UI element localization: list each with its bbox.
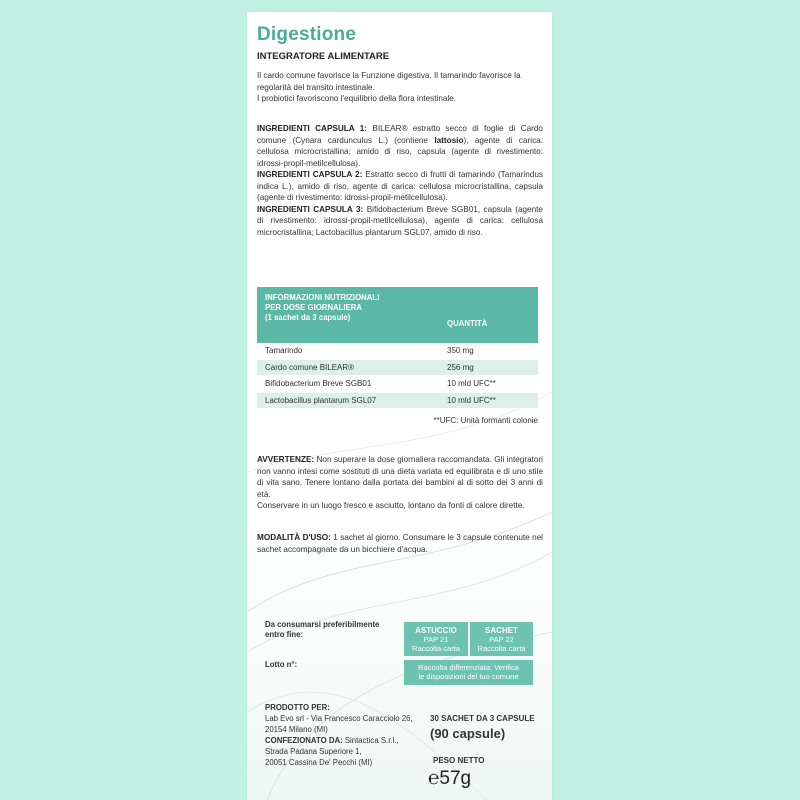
producer-line-1: Lab Evo srl - Via Francesco Caracciolo 26, bbox=[265, 714, 413, 723]
row-name: Lactobacillus plantarum SGL07 bbox=[265, 395, 377, 405]
row-quantity: 10 mld UFC** bbox=[447, 379, 496, 388]
product-subtitle: INTEGRATORE ALIMENTARE bbox=[257, 51, 390, 62]
usage-text: 1 sachet al giorno. Consumare le 3 capsule contenute nel sachet accompagnate da un bicchiere d'acqua. bbox=[257, 533, 543, 554]
recycling-sachet-badge bbox=[470, 622, 533, 656]
warnings-block bbox=[257, 454, 543, 512]
row-quantity: 256 mg bbox=[447, 362, 474, 372]
nutrition-header-quantity: QUANTITÀ bbox=[447, 319, 488, 328]
net-weight-label: PESO NETTO bbox=[433, 756, 485, 765]
package-capsules: (90 capsule) bbox=[430, 726, 506, 741]
package-count: 30 SACHET DA 3 CAPSULE bbox=[430, 714, 535, 723]
capsule-1-label: INGREDIENTI CAPSULA 1: bbox=[257, 124, 368, 133]
ufc-footnote: **UFC: Unità formanti colonie bbox=[433, 416, 538, 425]
packager-line-1: Sintactica S.r.l., bbox=[342, 736, 399, 745]
expiry-line-1: Da consumarsi preferibilmente bbox=[265, 620, 380, 629]
producer-block bbox=[265, 702, 413, 768]
row-name: Tamarindo bbox=[265, 346, 303, 355]
ingredients-block bbox=[257, 123, 543, 238]
astuccio-note: Raccolta carta bbox=[412, 644, 460, 653]
astuccio-title: ASTUCCIO bbox=[415, 626, 457, 635]
capsule-1-text-b: ), agente di carica: cellulosa microcristallina; amido di riso, capsula (agente di rivestimento: idrossi-propil-metilcellulosa). bbox=[257, 135, 543, 168]
nutrition-header-line-1: INFORMAZIONI NUTRIZIONALI bbox=[265, 293, 380, 302]
astuccio-code: PAP 21 bbox=[423, 635, 449, 644]
intro-text bbox=[257, 70, 543, 105]
expiry-label bbox=[265, 620, 379, 640]
lot-label: Lotto n°: bbox=[265, 660, 298, 669]
nutrition-header-line-2: PER DOSE GIORNALIERA bbox=[265, 303, 363, 312]
nutrition-table-header bbox=[257, 287, 538, 343]
row-quantity: 350 mg bbox=[447, 346, 474, 355]
warnings-text: Non superare la dose giornaliera raccomandata. Gli integratori non vanno intesi come sostituti di una dieta variata ed equilibrata e di uno stile di vita sano. Tenere lontano dalla portata dei bambini al di sotto dei 3 anni di età. bbox=[257, 455, 543, 499]
packager-line-3: 20051 Cassina De' Pecchi (MI) bbox=[265, 758, 373, 767]
packager-label: CONFEZIONATO DA: bbox=[265, 736, 343, 745]
row-quantity: 10 mld UFC** bbox=[447, 395, 496, 405]
producer-label: PRODOTTO PER: bbox=[265, 703, 330, 712]
product-title: Digestione bbox=[257, 24, 357, 45]
table-row bbox=[257, 343, 538, 360]
table-row bbox=[257, 360, 538, 377]
sachet-code: PAP 22 bbox=[489, 635, 514, 644]
capsule-1-text-a: BILEAR® estratto secco di foglie di Cardo comune (Cynara cardunculus L.) (contiene bbox=[257, 124, 543, 145]
storage-text: Conservare in un luogo fresco e asciutto, lontano da fonti di calore dirette. bbox=[257, 501, 525, 510]
recycling-info-line-1: Raccolta differenziata. Verifica bbox=[418, 663, 519, 672]
capsule-2-label: INGREDIENTI CAPSULA 2: bbox=[257, 170, 363, 179]
usage-label: MODALITÀ D'USO: bbox=[257, 533, 331, 542]
nutrition-header-label bbox=[265, 293, 379, 323]
table-row bbox=[257, 393, 538, 410]
table-row bbox=[257, 376, 538, 393]
warnings-label: AVVERTENZE: bbox=[257, 455, 315, 464]
usage-block bbox=[257, 532, 543, 555]
sachet-note: Raccolta carta bbox=[477, 644, 526, 653]
net-weight-value: ℮57g bbox=[428, 768, 472, 789]
recycling-info-line-2: le disposizioni del tuo comune bbox=[418, 672, 519, 681]
nutrition-header-line-3: (1 sachet da 3 capsule) bbox=[265, 313, 351, 322]
recycling-astuccio-badge bbox=[404, 622, 468, 656]
intro-line-1: Il cardo comune favorisce la Funzione digestiva. Il tamarindo favorisce la regolarità del transito intestinale. bbox=[257, 71, 521, 92]
row-name: Bifidobacterium Breve SGB01 bbox=[265, 379, 372, 388]
row-name: Cardo comune BILEAR® bbox=[265, 362, 355, 372]
intro-line-2: I probiotici favoriscono l'equilibrio della flora intestinale. bbox=[257, 94, 457, 103]
capsule-3-label: INGREDIENTI CAPSULA 3: bbox=[257, 204, 364, 214]
packager-line-2: Strada Padana Superiore 1, bbox=[265, 747, 362, 756]
producer-line-2: 20154 Milano (MI) bbox=[265, 725, 328, 734]
expiry-line-2: entro fine: bbox=[265, 630, 304, 639]
label-panel bbox=[247, 12, 552, 800]
nutrition-table bbox=[257, 287, 538, 409]
capsule-3-text: Bifidobacterium Breve SGB01, capsula (agente di rivestimento: idrossi-propil-metilcellulosa), agente di carica: cellulosa microcristallina; Lactobacillus plantarum SGL07, amido di riso. bbox=[257, 204, 543, 237]
allergen-lactose: lattosio bbox=[434, 135, 464, 145]
capsule-2-text: Estratto secco di frutti di tamarindo (Tamarindus indica L.), amido di riso, agente di carica: cellulosa microcristallina, capsula (agente di rivestimento: idrossi-propil-metilcellulosa). bbox=[257, 170, 543, 202]
recycling-info-badge bbox=[404, 660, 533, 685]
sachet-title: SACHET bbox=[485, 626, 518, 635]
